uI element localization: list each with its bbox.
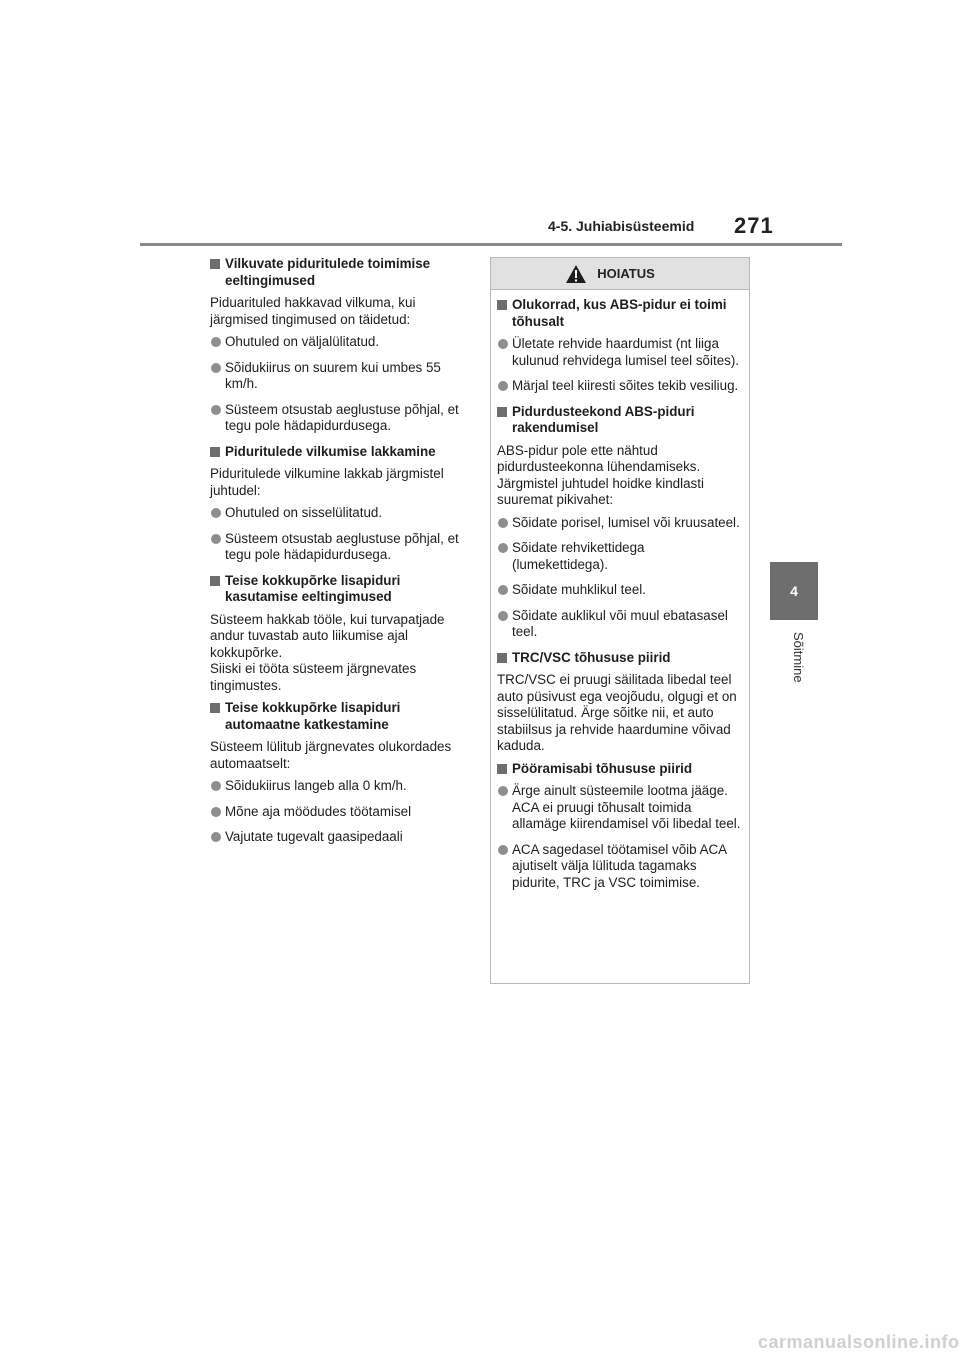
list-item: Sõidate muhklikul teel. [497, 582, 743, 599]
list-item: Sõidate porisel, lumisel või kruusateel. [497, 515, 743, 532]
list-item: Mõne aja möödudes töötamisel [210, 804, 468, 821]
list-item: Ohutuled on väljalülitatud. [210, 334, 468, 351]
list-item: Süsteem otsustab aeglustuse põhjal, et tegu pole hädapidurdusega. [210, 402, 468, 435]
chapter-tab[interactable]: 4 [770, 562, 818, 620]
paragraph: TRC/VSC ei pruugi säilitada libedal teel auto püsivust ega veojõudu, olgugi et on sisselülitatud. Ärge sõitke nii, et auto stabiilsus ja rehvide haardumine võivad kaduda. [497, 672, 737, 753]
list-item: Sõidukiirus on suurem kui umbes 55 km/h. [210, 360, 468, 393]
header-divider [140, 243, 842, 246]
watermark: carmanualsonline.info [758, 1332, 960, 1352]
list-item: Ohutuled on sisselülitatud. [210, 505, 468, 522]
list-item: Märjal teel kiiresti sõites tekib vesiliug. [497, 378, 743, 395]
list-item: Sõidukiirus langeb alla 0 km/h. [210, 778, 468, 795]
section-heading: Teise kokkupõrke lisapiduri automaatne katkestamine [210, 700, 468, 733]
warning-heading: TRC/VSC tõhususe piirid [497, 650, 743, 667]
section-heading: Vilkuvate piduritulede toimimise eeltingimused [210, 256, 468, 289]
list-item: Ärge ainult süsteemile lootma jääge. ACA ei pruugi tõhusalt toimida allamäge kiirendamisel või libedal teel. [497, 783, 743, 833]
list-item: Süsteem otsustab aeglustuse põhjal, et tegu pole hädapidurdusega. [210, 531, 468, 564]
warning-heading: Pööramisabi tõhususe piirid [497, 761, 743, 778]
section-title: 4-5. Juhiabisüsteemid [548, 218, 695, 234]
section-heading: Teise kokkupõrke lisapiduri kasutamise eeltingimused [210, 573, 468, 606]
list-item: Sõidate rehvikettidega (lumekettidega). [497, 540, 743, 573]
list-item: ACA sagedasel töötamisel võib ACA ajutiselt välja lülituda tagamaks pidurite, TRC ja VSC toimimise. [497, 842, 743, 892]
section-heading: Piduritulede vilkumise lakkamine [210, 444, 468, 461]
left-column [210, 256, 468, 855]
list-item: Vajutate tugevalt gaasipedaali [210, 829, 468, 846]
warning-box [490, 257, 750, 984]
warning-title: HOIATUS [597, 266, 655, 281]
page-number: 271 [734, 213, 774, 238]
list-item: Ületate rehvide haardumist (nt liiga kulunud rehvidega lumisel teel sõites). [497, 336, 743, 369]
list-item: Sõidate auklikul või muul ebatasasel teel. [497, 608, 743, 641]
paragraph: Piduritulede vilkumine lakkab järgmistel juhtudel: [210, 466, 444, 498]
paragraph: Süsteem hakkab tööle, kui turvapatjade andur tuvastab auto liikumise ajal kokkupõrke. Siiski ei tööta süsteem järgnevates tingimustes. [210, 611, 445, 693]
paragraph: ABS-pidur pole ette nähtud pidurdusteekonna lühendamiseks. Järgmistel juhtudel hoidke kindlasti suuremat pikivahet: [497, 442, 704, 507]
chapter-label: Sõitmine [791, 632, 806, 683]
paragraph: Süsteem lülitub järgnevates olukordades automaatselt: [210, 739, 452, 771]
warning-heading: Olukorrad, kus ABS-pidur ei toimi tõhusalt [497, 297, 743, 330]
paragraph: Piduarituled hakkavad vilkuma, kui järgmised tingimused on täidetud: [210, 295, 416, 327]
warning-heading: Pidurdusteekond ABS-piduri rakendumisel [497, 404, 743, 437]
warning-header [491, 258, 749, 290]
warning-triangle-icon [565, 264, 587, 284]
